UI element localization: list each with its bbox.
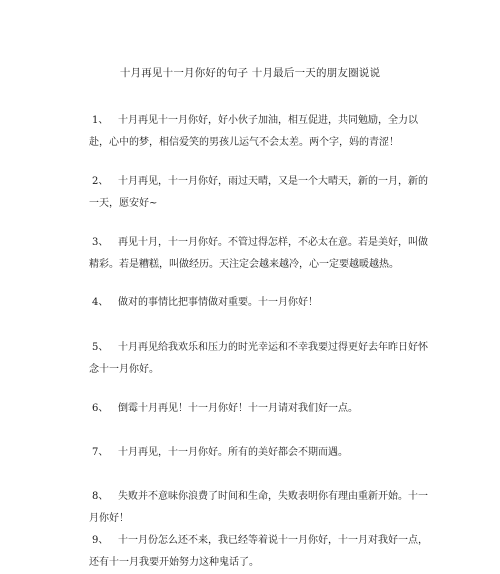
item-text: 做对的事情比把事情做对重要。十一月你好！ <box>118 297 318 308</box>
item-text: 十月再见给我欢乐和压力的时光幸运和不幸我要过得更好去年昨日好怀念十一月你好。 <box>89 342 428 375</box>
item-text: 十一月份怎么还不来，我已经等着说十一月你好，十一月对我好一点，还有十一月我要开始努力这种鬼话了。 <box>89 535 428 568</box>
list-item <box>89 398 431 420</box>
item-text: 倒霉十月再见！十一月你好！十一月请对我们好一点。 <box>118 403 358 414</box>
item-number: 6、 <box>92 403 109 414</box>
list-item <box>89 442 431 464</box>
item-number: 3、 <box>92 237 109 248</box>
item-text: 再见十月，十一月你好。不管过得怎样，不必太在意。若是美好，叫做精彩。若是糟糕，叫做经历。天注定会越来越冷，心一定要越暖越热。 <box>89 237 428 270</box>
list-item <box>89 232 431 276</box>
list-item <box>89 486 431 530</box>
item-text: 十月再见，十一月你好，雨过天晴，又是一个大晴天，新的一月，新的一天，愿安好~ <box>89 176 428 209</box>
item-text: 十月再见十一月你好，好小伙子加油，相互促进，共同勉励，全力以赴，心中的梦，相信爱笑的男孩儿运气不会太差。两个字，妈的青涩！ <box>89 115 418 148</box>
item-number: 7、 <box>92 447 109 458</box>
list-item <box>89 171 431 215</box>
document-title: 十月再见十一月你好的句子 十月最后一天的朋友圈说说 <box>119 67 381 79</box>
list-item <box>89 110 431 154</box>
item-number: 2、 <box>92 176 109 187</box>
item-text: 失败并不意味你浪费了时间和生命，失败表明你有理由重新开始。十一月你好！ <box>89 491 428 524</box>
item-number: 8、 <box>92 491 109 502</box>
item-number: 5、 <box>92 342 109 353</box>
list-item <box>89 292 431 314</box>
list-item <box>89 337 431 381</box>
item-number: 9、 <box>92 535 109 546</box>
item-number: 4、 <box>92 297 109 308</box>
item-number: 1、 <box>92 115 109 126</box>
item-text: 十月再见，十一月你好。所有的美好都会不期而遇。 <box>118 447 348 458</box>
list-item <box>89 530 431 574</box>
